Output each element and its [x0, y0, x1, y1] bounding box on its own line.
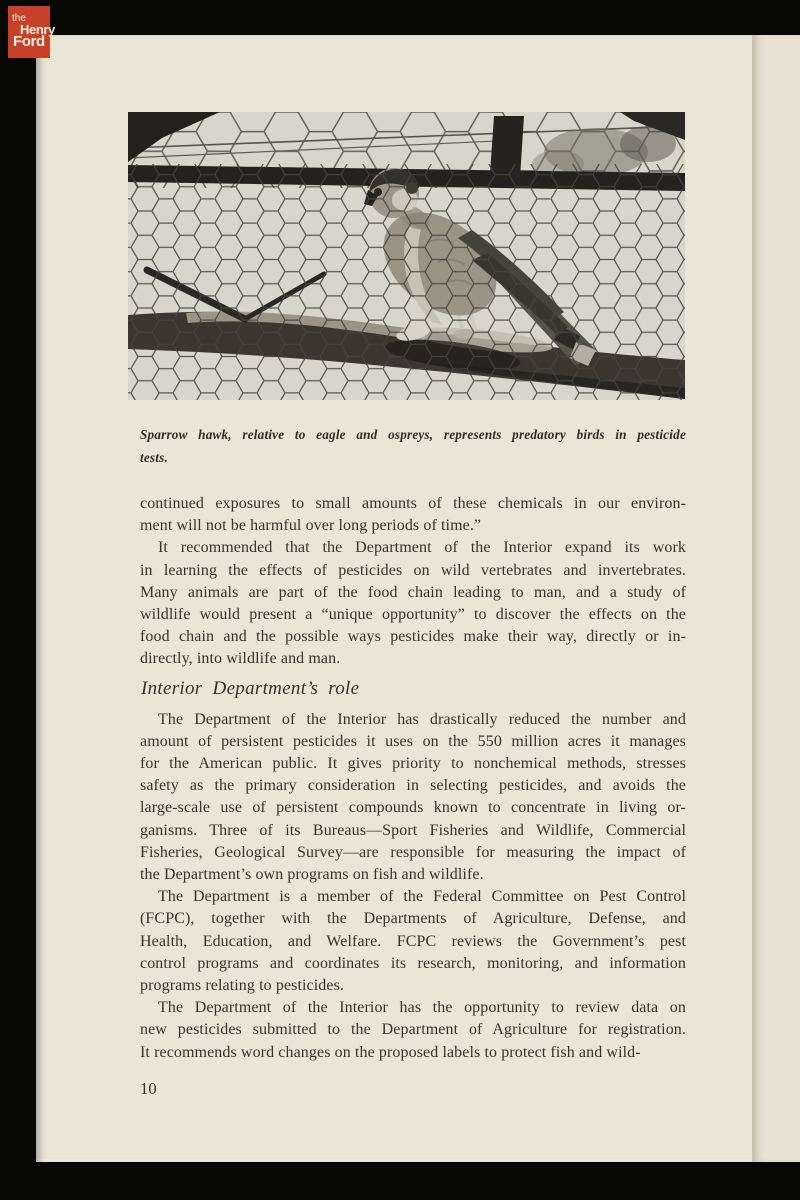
caption-line: Sparrow hawk, relative to eagle and ospreys, represents predatory birds in pesticide	[140, 427, 686, 442]
paragraph	[140, 886, 686, 997]
text-line: Health, Education, and Welfare. FCPC reviews the Government’s pest	[140, 932, 686, 950]
section-heading: Interior Department’s role	[141, 677, 360, 699]
paragraph	[140, 537, 686, 670]
text-line: in learning the effects of pesticides on wild vertebrates and invertebrates.	[140, 561, 686, 579]
text-line: for the American public. It gives priority to nonchemical methods, stresses	[140, 755, 686, 773]
text-line: It recommended that the Department of the Interior expand its work	[158, 539, 686, 557]
text-line: directly, into wildlife and man.	[140, 650, 341, 668]
henry-ford-watermark-logo	[8, 6, 55, 58]
logo-line-ford: Ford	[13, 33, 45, 50]
text-line: The Department is a member of the Federal Committee on Pest Control	[158, 888, 686, 906]
text-line: the Department’s own programs on fish and wildlife.	[140, 866, 484, 884]
sparrow-hawk-photo	[128, 112, 685, 400]
paragraph	[140, 997, 686, 1064]
paragraph	[140, 709, 686, 887]
sparrow-hawk-photo-art	[128, 112, 685, 400]
text-line: Fisheries, Geological Survey—are responsible for measuring the impact of	[140, 843, 686, 861]
text-line: The Department of the Interior has the opportunity to review data on	[158, 999, 686, 1017]
text-line: food chain and the possible ways pesticides make their way, directly or in-	[140, 628, 686, 646]
text-line: (FCPC), together with the Departments of Agriculture, Defense, and	[140, 910, 686, 928]
logo-line-henry: Henry	[20, 22, 55, 37]
photo-caption	[140, 423, 686, 469]
text-line: ganisms. Three of its Bureaus—Sport Fisheries and Wildlife, Commercial	[140, 821, 686, 839]
text-line: programs relating to pesticides.	[140, 977, 345, 995]
text-line: control programs and coordinates its research, monitoring, and information	[140, 954, 686, 972]
logo-line-the: the	[12, 13, 26, 24]
text-line: amount of persistent pesticides it uses on the 550 million acres it manages	[140, 732, 686, 750]
text-line: safety as the primary consideration in selecting pesticides, and avoids the	[140, 777, 686, 795]
text-line: new pesticides submitted to the Department of Agriculture for registration.	[140, 1021, 686, 1039]
body-text	[140, 493, 686, 1100]
text-line: wildlife would present a “unique opportunity” to discover the effects on the	[140, 606, 686, 624]
text-line: The Department of the Interior has drastically reduced the number and	[158, 710, 686, 728]
text-line: Many animals are part of the food chain leading to man, and a study of	[140, 583, 686, 601]
paragraph	[140, 493, 686, 537]
text-line: ment will not be harmful over long periods of time.”	[140, 517, 482, 535]
book-page	[36, 35, 800, 1162]
page-fold-edge	[752, 35, 800, 1162]
page-number: 10	[140, 1078, 157, 1098]
text-line: It recommends word changes on the proposed labels to protect fish and wild-	[140, 1043, 641, 1061]
text-line: large-scale use of persistent compounds known to concentrate in living or-	[140, 799, 686, 817]
caption-line: tests.	[140, 450, 168, 465]
text-line: continued exposures to small amounts of these chemicals in our environ-	[140, 495, 686, 512]
